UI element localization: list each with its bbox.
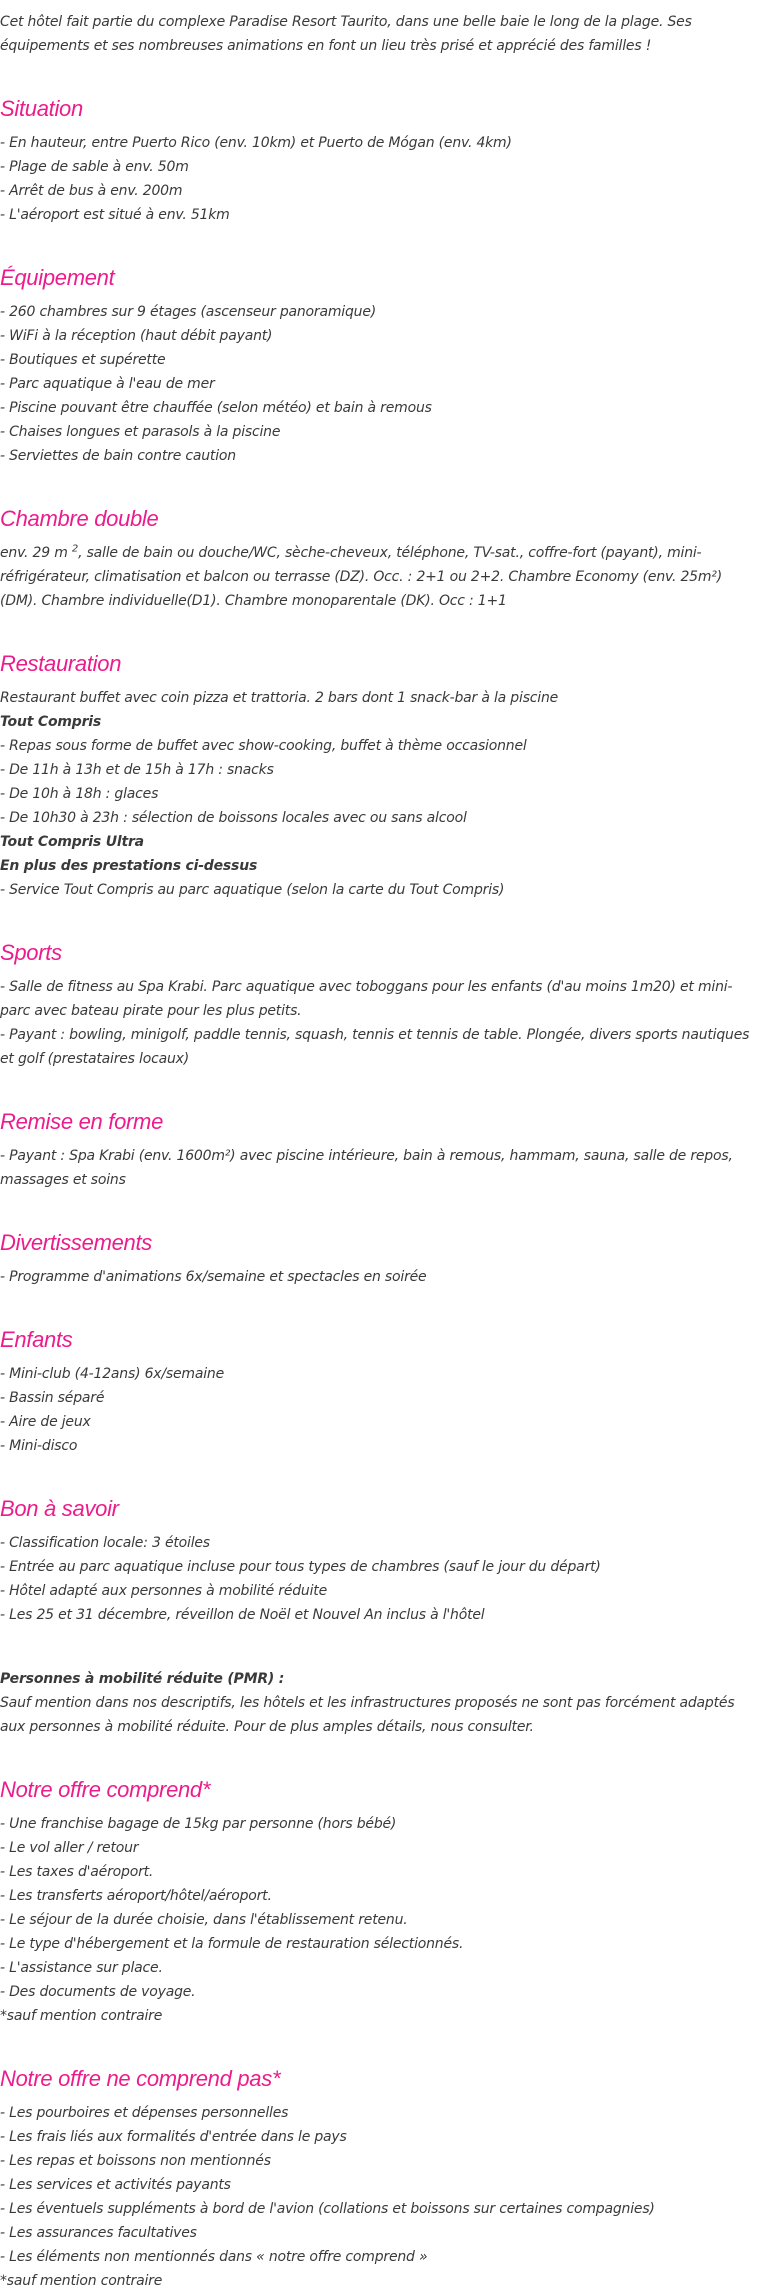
list-item: - Salle de fitness au Spa Krabi. Parc aquatique avec toboggans pour les enfants (d'au moins 1m20) et mini-parc avec bateau pirate pour les plus petits. [0, 979, 733, 1019]
section-title-enfants: Enfants [0, 1327, 73, 1352]
list-item: - De 10h à 18h : glaces [0, 786, 159, 802]
section-title-remise-en-forme: Remise en forme [0, 1109, 164, 1134]
list-item: - Payant : bowling, minigolf, paddle tennis, squash, tennis et tennis de table. Plongée, divers sports nautiques et golf (prestataires locaux) [0, 1027, 750, 1067]
section-enfants [0, 1326, 758, 1458]
section-title-bon-a-savoir: Bon à savoir [0, 1496, 119, 1521]
list-item: - Le type d'hébergement et la formule de restauration sélectionnés. [0, 1936, 464, 1952]
list-item: - Entrée au parc aquatique incluse pour tous types de chambres (sauf le jour du départ) [0, 1559, 601, 1575]
section-title-divertissements: Divertissements [0, 1230, 152, 1255]
tout-compris-title: Tout Compris [0, 714, 102, 730]
section-divertissements [0, 1229, 758, 1289]
restauration-intro: Restaurant buffet avec coin pizza et trattoria. 2 bars dont 1 snack-bar à la piscine [0, 690, 559, 706]
section-title-chambre: Chambre double [0, 506, 159, 531]
list-item: - De 11h à 13h et de 15h à 17h : snacks [0, 762, 274, 778]
ne-comprend-list [0, 2101, 758, 2293]
list-item: - Une franchise bagage de 15kg par personne (hors bébé) [0, 1816, 397, 1832]
list-item: - Les frais liés aux formalités d'entrée dans le pays [0, 2129, 347, 2145]
tout-compris-ultra-title: Tout Compris Ultra [0, 834, 144, 850]
enfants-list [0, 1362, 758, 1458]
list-item: - Chaises longues et parasols à la piscine [0, 424, 281, 440]
tout-compris-ultra-subtitle: En plus des prestations ci-dessus [0, 858, 258, 874]
list-item: - De 10h30 à 23h : sélection de boissons locales avec ou sans alcool [0, 810, 467, 826]
section-title-equipement: Équipement [0, 265, 115, 290]
list-item: - L'aéroport est situé à env. 51km [0, 207, 230, 223]
comprend-list [0, 1812, 758, 2028]
section-title-offre-ne-comprend-pas: Notre offre ne comprend pas* [0, 2066, 281, 2091]
list-item: - Aire de jeux [0, 1414, 91, 1430]
footnote: *sauf mention contraire [0, 2008, 163, 2024]
list-item: - Les transferts aéroport/hôtel/aéroport. [0, 1888, 272, 1904]
list-item: - Mini-disco [0, 1438, 78, 1454]
list-item: - L'assistance sur place. [0, 1960, 163, 1976]
divertissements-list [0, 1265, 758, 1289]
chambre-superscript: 2 [71, 543, 79, 555]
pmr-title: Personnes à mobilité réduite (PMR) : [0, 1671, 285, 1687]
list-item: - Repas sous forme de buffet avec show-cooking, buffet à thème occasionnel [0, 738, 527, 754]
list-item: - Serviettes de bain contre caution [0, 448, 236, 464]
equipement-list [0, 300, 758, 468]
list-item: - Parc aquatique à l'eau de mer [0, 376, 215, 392]
chambre-description [0, 541, 758, 613]
section-bon-a-savoir [0, 1495, 758, 1739]
list-item: - WiFi à la réception (haut débit payant) [0, 328, 273, 344]
remise-list [0, 1144, 758, 1192]
section-title-sports: Sports [0, 940, 62, 965]
list-item: - Service Tout Compris au parc aquatique (selon la carte du Tout Compris) [0, 882, 505, 898]
section-remise-en-forme [0, 1108, 758, 1192]
section-equipement [0, 264, 758, 468]
section-title-offre-comprend: Notre offre comprend* [0, 1777, 211, 1802]
bon-list [0, 1531, 758, 1627]
list-item: - Le séjour de la durée choisie, dans l'établissement retenu. [0, 1912, 408, 1928]
sports-list [0, 975, 758, 1071]
list-item: - Bassin séparé [0, 1390, 105, 1406]
list-item: - Les 25 et 31 décembre, réveillon de Noël et Nouvel An inclus à l'hôtel [0, 1607, 485, 1623]
chambre-text-start: env. 29 m [0, 545, 72, 561]
pmr-text: Sauf mention dans nos descriptifs, les hôtels et les infrastructures proposés ne sont pas forcément adaptés aux personnes à mobilité réduite. Pour de plus amples détails, nous consulter. [0, 1695, 735, 1735]
list-item: - En hauteur, entre Puerto Rico (env. 10km) et Puerto de Mógan (env. 4km) [0, 135, 512, 151]
section-title-restauration: Restauration [0, 651, 122, 676]
section-sports [0, 939, 758, 1071]
list-item: - Les éventuels suppléments à bord de l'avion (collations et boissons sur certaines compagnies) [0, 2201, 655, 2217]
list-item: - Piscine pouvant être chauffée (selon météo) et bain à remous [0, 400, 432, 416]
list-item: - Mini-club (4-12ans) 6x/semaine [0, 1366, 224, 1382]
list-item: - Classification locale: 3 étoiles [0, 1535, 210, 1551]
section-restauration [0, 650, 758, 902]
footnote: *sauf mention contraire [0, 2273, 163, 2289]
list-item: - Plage de sable à env. 50m [0, 159, 189, 175]
list-item: - Payant : Spa Krabi (env. 1600m²) avec piscine intérieure, bain à remous, hammam, sauna, salle de repos, massages et soins [0, 1148, 733, 1188]
list-item: - Arrêt de bus à env. 200m [0, 183, 183, 199]
intro-paragraph: Cet hôtel fait partie du complexe Paradise Resort Taurito, dans une belle baie le long de la plage. Ses équipements et ses nombreuses animations en font un lieu très prisé et apprécié des familles ! [0, 14, 692, 54]
list-item: - Hôtel adapté aux personnes à mobilité réduite [0, 1583, 327, 1599]
section-title-situation: Situation [0, 96, 83, 121]
section-offre-ne-comprend-pas [0, 2065, 758, 2293]
list-item: - 260 chambres sur 9 étages (ascenseur panoramique) [0, 304, 377, 320]
list-item: - Les pourboires et dépenses personnelles [0, 2105, 289, 2121]
section-chambre [0, 505, 758, 613]
list-item: - Des documents de voyage. [0, 1984, 196, 2000]
list-item: - Programme d'animations 6x/semaine et spectacles en soirée [0, 1269, 427, 1285]
list-item: - Les taxes d'aéroport. [0, 1864, 154, 1880]
list-item: - Le vol aller / retour [0, 1840, 139, 1856]
list-item: - Boutiques et supérette [0, 352, 166, 368]
list-item: - Les éléments non mentionnés dans « notre offre comprend » [0, 2249, 428, 2265]
pmr-notice [0, 1667, 758, 1739]
restauration-body [0, 686, 758, 902]
list-item: - Les assurances facultatives [0, 2225, 197, 2241]
situation-list [0, 131, 758, 227]
chambre-text-end: , salle de bain ou douche/WC, sèche-cheveux, téléphone, TV-sat., coffre-fort (payant), mini-réfrigérateur, climatisation et balcon ou terrasse (DZ). Occ. : 2+1 ou 2+2. Chambre Economy (env. 25m²) (DM). Chambre individuelle(D1). Chambre monoparentale (DK). Occ : 1+1 [0, 545, 722, 609]
section-situation [0, 95, 758, 227]
list-item: - Les repas et boissons non mentionnés [0, 2153, 271, 2169]
list-item: - Les services et activités payants [0, 2177, 231, 2193]
section-offre-comprend [0, 1776, 758, 2028]
